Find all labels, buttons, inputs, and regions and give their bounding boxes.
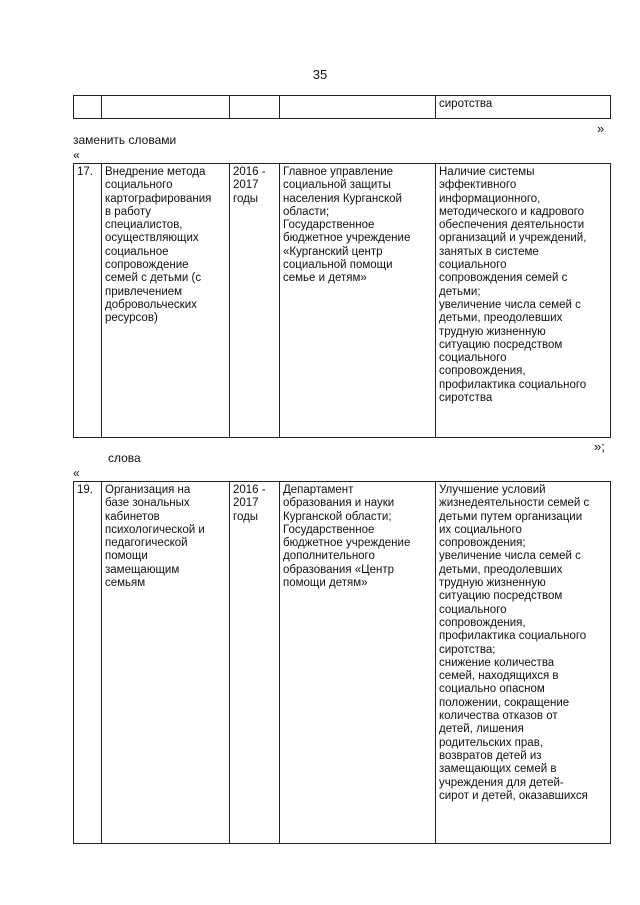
measure-cell: Организация на базе зональных кабинетов психологической и педагогической помощи замещающим семьям: [102, 482, 230, 844]
measure-cell: Внедрение метода социального картографирования в работу специалистов, осуществляющих социальное сопровождение семей с детьми (с привлечением добровольческих ресурсов): [102, 164, 230, 438]
opening-quote: «: [73, 148, 80, 162]
years-cell: 2016 - 2017 годы: [230, 482, 280, 844]
cell-years: [230, 96, 280, 119]
cell-measure: [102, 96, 230, 119]
result-cell: Улучшение условий жизнедеятельности семей с детьми путем организации их социального сопровождения; увеличение числа семей с детьми, преодолевших трудную жизненную ситуацию посредством социального сопровождения, профилактика социального сиротства; снижение количества семей, находящихся в социально опасном положении, сокращение количества отказов от детей, лишения родительских прав, возвратов детей из замещающих семей в учреждения для детей- сирот и детей, оказавшихся: [436, 482, 611, 844]
result-cell: Наличие системы эффективного информационного, методического и кадрового обеспечения деятельности организаций и учреждений, занятых в системе социального сопровождения семей с детьми; увеличение числа семей с детьми, преодолевших трудную жизненную ситуацию посредством социального сопровождения, профилактика социального сиротства: [436, 164, 611, 438]
row-number: 17.: [74, 164, 102, 438]
page-number: 35: [312, 67, 328, 82]
closing-quote: »;: [594, 439, 605, 454]
cell-executor: [280, 96, 436, 119]
table-row-19: [73, 481, 611, 844]
row-number: 19.: [74, 482, 102, 844]
table-row: [74, 96, 611, 119]
cell-result: сиротства: [436, 96, 611, 119]
table-fragment-top: [73, 95, 611, 119]
opening-quote: «: [73, 466, 80, 480]
years-cell: 2016 - 2017 годы: [230, 164, 280, 438]
closing-quote: »: [597, 121, 605, 136]
words-label: слова: [108, 451, 141, 465]
executor-cell: Департамент образования и науки Курганской области; Государственное бюджетное учреждение дополнительного образования «Центр помощи детям»: [280, 482, 436, 844]
executor-cell: Главное управление социальной защиты населения Курганской области; Государственное бюджетное учреждение «Курганский центр социальной помощи семье и детям»: [280, 164, 436, 438]
table-row-17: [73, 163, 611, 438]
table-row: [74, 164, 611, 438]
replace-phrase: заменить словами: [73, 133, 177, 147]
table-row: [74, 482, 611, 844]
cell-number: [74, 96, 102, 119]
